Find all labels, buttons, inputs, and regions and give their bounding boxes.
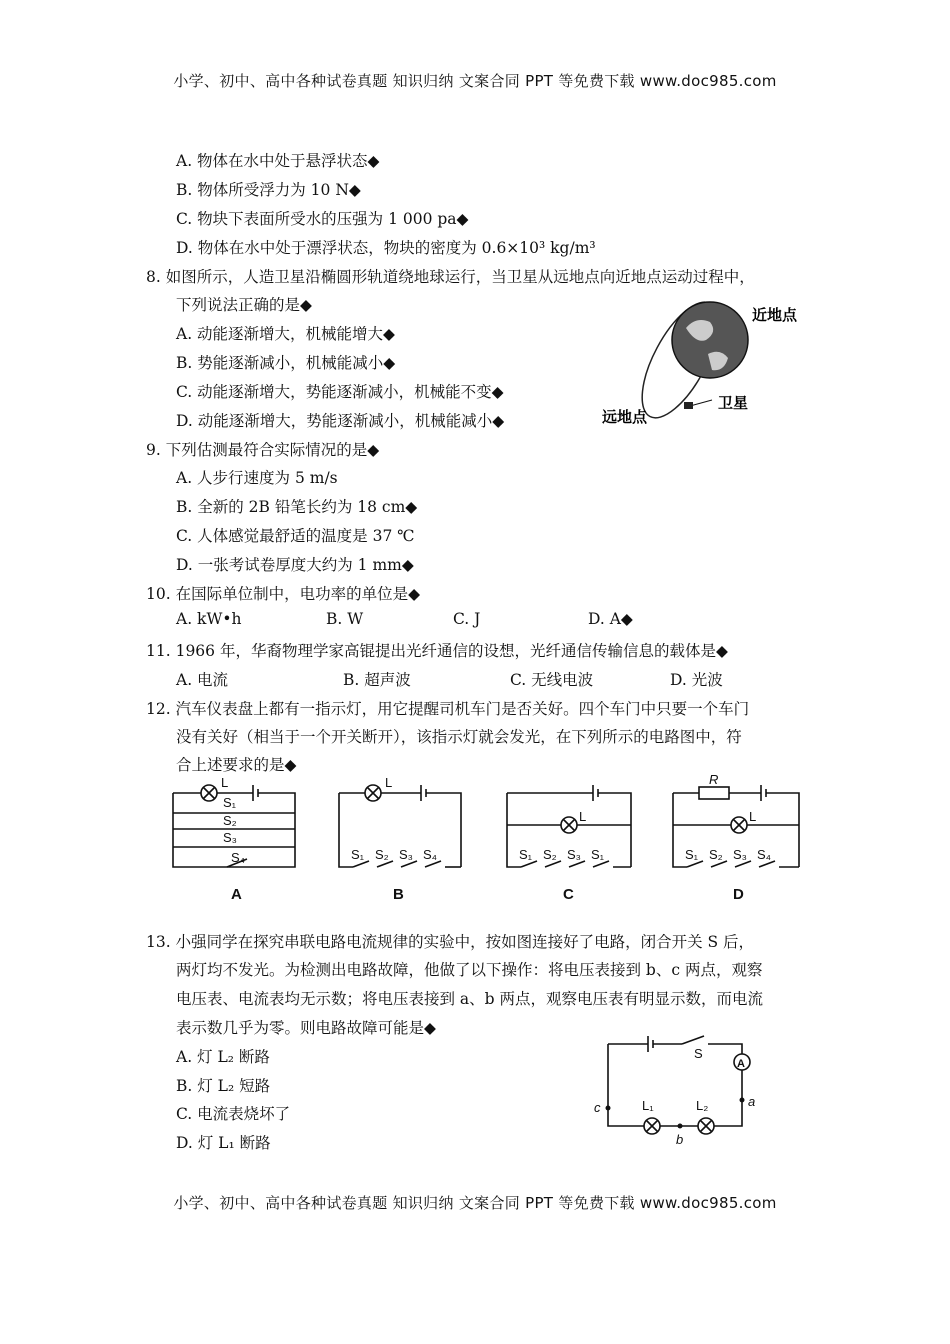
q11-option-b: B. 超声波 xyxy=(343,671,411,689)
svg-text:c: c xyxy=(594,1100,601,1115)
q7-option-d: D. 物体在水中处于漂浮状态，物块的密度为 0.6×10³ kg/m³ xyxy=(176,239,596,257)
satellite-orbit-figure xyxy=(590,288,820,438)
svg-text:L: L xyxy=(579,809,587,824)
satellite-label: 卫星 xyxy=(718,395,749,412)
svg-text:S₂: S₂ xyxy=(543,847,557,862)
svg-text:R: R xyxy=(709,775,719,787)
svg-text:S₁: S₁ xyxy=(351,847,365,862)
page-footer: 小学、初中、高中各种试卷真题 知识归纳 文案合同 PPT 等免费下载 www.doc985.com xyxy=(173,1194,777,1212)
diagram-label-d: D xyxy=(733,886,744,903)
q9-option-b: B. 全新的 2B 铅笔长约为 18 cm◆ xyxy=(176,498,418,516)
svg-text:S₃: S₃ xyxy=(567,847,581,862)
svg-text:L₂: L₂ xyxy=(696,1098,709,1113)
q12-stem: 12. 汽车仪表盘上都有一指示灯，用它提醒司机车门是否关好。四个车门中只要一个车门 xyxy=(146,700,750,718)
svg-text:S₁: S₁ xyxy=(223,795,237,810)
svg-text:S₂: S₂ xyxy=(375,847,389,862)
q9-option-c: C. 人体感觉最舒适的温度是 37 ℃ xyxy=(176,527,415,545)
apogee-label: 远地点 xyxy=(602,409,648,426)
q13-option-d: D. 灯 L₁ 断路 xyxy=(176,1134,271,1152)
svg-text:S₄: S₄ xyxy=(423,847,437,862)
svg-text:S: S xyxy=(694,1046,703,1061)
svg-text:S₂: S₂ xyxy=(223,813,237,828)
q8-option-d: D. 动能逐渐增大，势能逐渐减小，机械能减小◆ xyxy=(176,412,505,430)
q13-stem: 13. 小强同学在探究串联电路电流规律的实验中，按如图连接好了电路，闭合开关 S 后， xyxy=(146,933,755,951)
svg-text:S₂: S₂ xyxy=(709,847,723,862)
q9-stem: 9. 下列估测最符合实际情况的是◆ xyxy=(146,441,380,459)
q10-option-b: B. W xyxy=(326,610,364,628)
diagram-label-a: A xyxy=(231,886,242,903)
q10-stem: 10. 在国际单位制中，电功率的单位是◆ xyxy=(146,585,420,603)
svg-text:S₁: S₁ xyxy=(519,847,533,862)
q13-stem-cont3: 表示数几乎为零。则电路故障可能是◆ xyxy=(176,1019,436,1037)
svg-text:A: A xyxy=(737,1058,745,1070)
q13-circuit-diagram xyxy=(590,1030,770,1150)
earth-icon xyxy=(672,302,748,378)
svg-text:L: L xyxy=(749,809,757,824)
q11-option-c: C. 无线电波 xyxy=(510,671,594,689)
q13-option-a: A. 灯 L₂ 断路 xyxy=(176,1048,270,1066)
svg-text:S₃: S₃ xyxy=(733,847,747,862)
q8-option-b: B. 势能逐渐减小，机械能减小◆ xyxy=(176,354,396,372)
q11-option-d: D. 光波 xyxy=(670,671,723,689)
diagram-label-c: C xyxy=(563,886,574,903)
svg-text:b: b xyxy=(676,1132,684,1147)
q9-option-d: D. 一张考试卷厚度大约为 1 mm◆ xyxy=(176,556,414,574)
perigee-label: 近地点 xyxy=(752,307,798,324)
q13-stem-cont2: 电压表、电流表均无示数；将电压表接到 a、b 两点，观察电压表有明显示数，而电流 xyxy=(176,990,764,1008)
q7-option-b: B. 物体所受浮力为 10 N◆ xyxy=(176,181,361,199)
svg-text:L: L xyxy=(385,775,393,790)
svg-text:S₃: S₃ xyxy=(399,847,413,862)
q7-option-a: A. 物体在水中处于悬浮状态◆ xyxy=(176,152,380,170)
q7-option-c: C. 物块下表面所受水的压强为 1 000 pa◆ xyxy=(176,210,469,228)
satellite-icon xyxy=(684,402,693,409)
q12-circuit-diagrams xyxy=(165,775,815,905)
q13-option-b: B. 灯 L₂ 短路 xyxy=(176,1077,271,1095)
svg-text:S₁: S₁ xyxy=(685,847,699,862)
q12-stem-cont2: 合上述要求的是◆ xyxy=(176,756,297,774)
svg-text:S₄: S₄ xyxy=(757,847,771,862)
svg-text:S₃: S₃ xyxy=(223,830,237,845)
svg-text:L: L xyxy=(221,775,229,790)
q10-option-d: D. A◆ xyxy=(588,610,633,628)
q11-option-a: A. 电流 xyxy=(176,671,229,689)
q13-option-c: C. 电流表烧坏了 xyxy=(176,1105,291,1123)
svg-text:S₄: S₄ xyxy=(231,850,245,865)
q12-stem-cont1: 没有关好（相当于一个开关断开），该指示灯就会发光，在下列所示的电路图中，符 xyxy=(176,728,742,746)
diagram-label-b: B xyxy=(393,886,404,903)
q8-stem-cont: 下列说法正确的是◆ xyxy=(176,296,312,314)
q10-option-c: C. J xyxy=(453,610,481,628)
q8-stem: 8. 如图所示，人造卫星沿椭圆形轨道绕地球运行，当卫星从远地点向近地点运动过程中， xyxy=(146,268,755,286)
q10-option-a: A. kW•h xyxy=(176,610,242,628)
page-header: 小学、初中、高中各种试卷真题 知识归纳 文案合同 PPT 等免费下载 www.doc985.com xyxy=(173,72,777,90)
q13-stem-cont1: 两灯均不发光。为检测出电路故障，他做了以下操作：将电压表接到 b、c 两点，观察 xyxy=(176,961,763,979)
q8-option-a: A. 动能逐渐增大，机械能增大◆ xyxy=(176,325,395,343)
svg-text:S₁: S₁ xyxy=(591,847,605,862)
q8-option-c: C. 动能逐渐增大，势能逐渐减小，机械能不变◆ xyxy=(176,383,504,401)
svg-text:a: a xyxy=(748,1094,756,1109)
svg-text:L₁: L₁ xyxy=(642,1098,654,1113)
q11-stem: 11. 1966 年，华裔物理学家高锟提出光纤通信的设想，光纤通信传输信息的载体是◆ xyxy=(146,642,728,660)
q9-option-a: A. 人步行速度为 5 m/s xyxy=(176,469,338,487)
